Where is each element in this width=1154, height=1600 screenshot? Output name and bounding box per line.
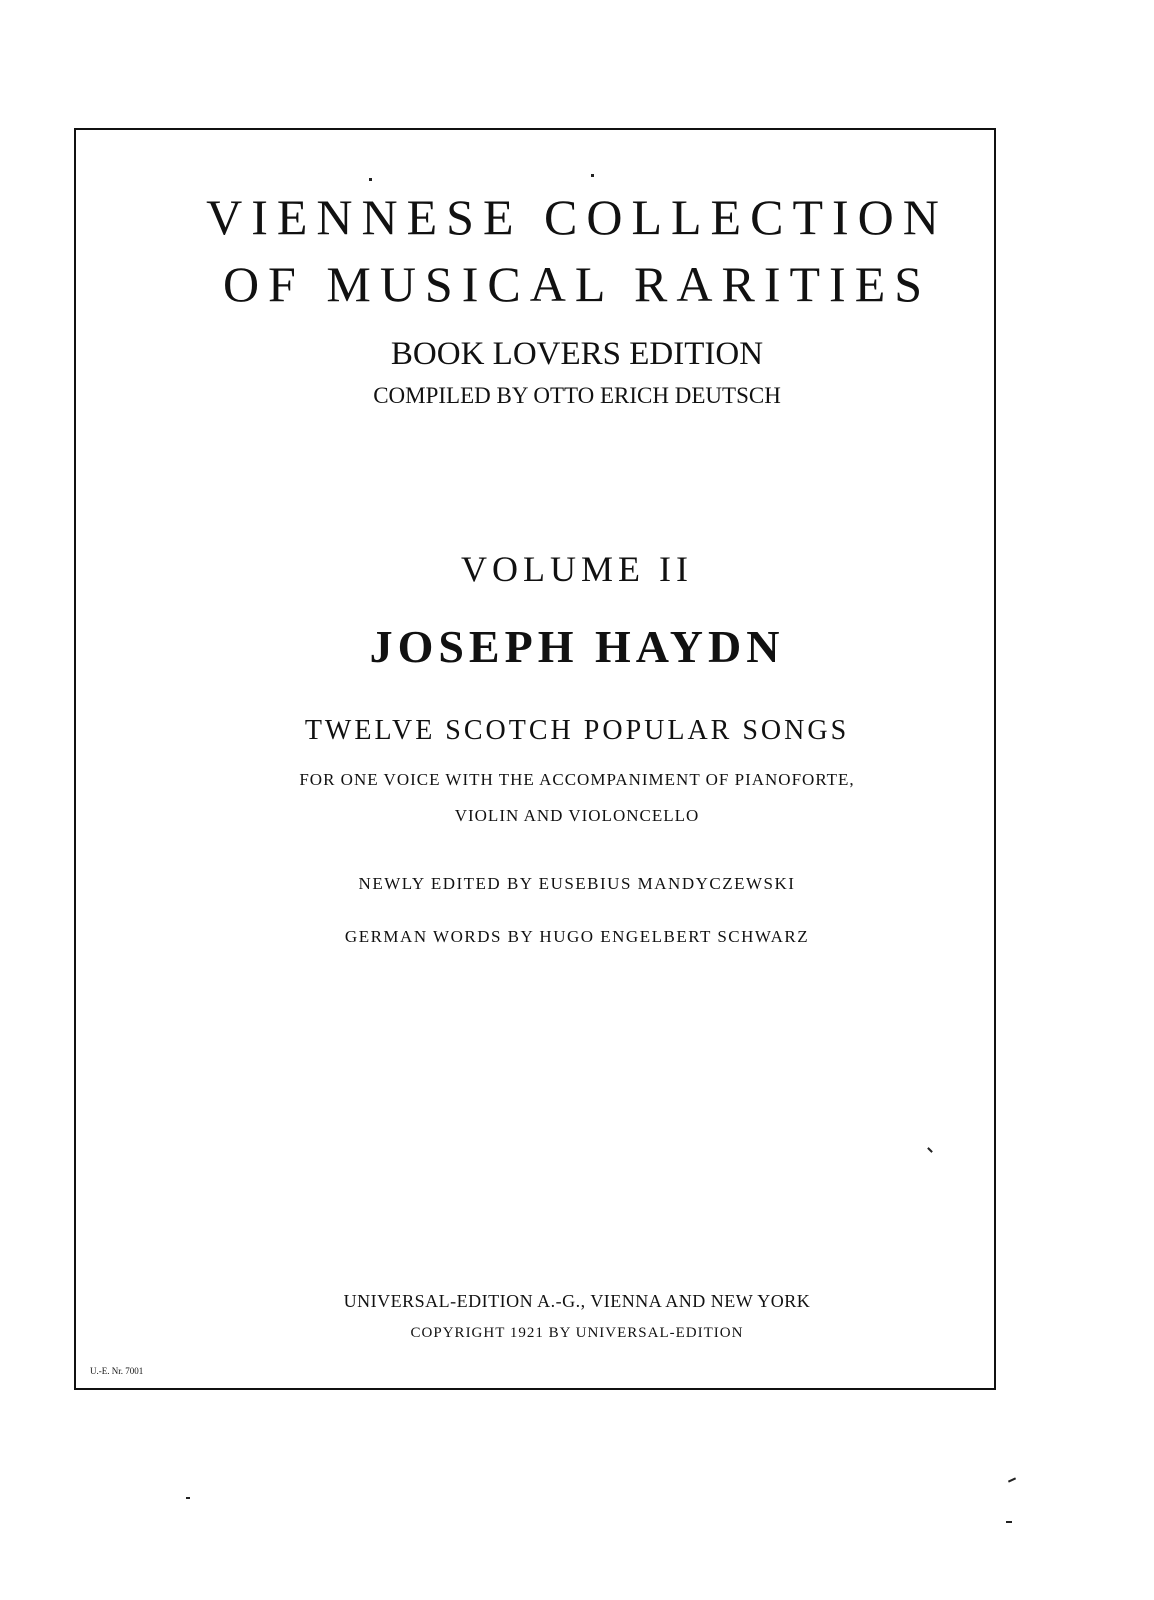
translator-credit: GERMAN WORDS BY HUGO ENGELBERT SCHWARZ: [344, 927, 810, 946]
scan-speck: [1008, 1477, 1016, 1482]
composer-name: JOSEPH HAYDN: [369, 621, 785, 672]
collection-title-line-2: OF MUSICAL RARITIES: [222, 256, 932, 312]
collection-title-line-1: VIENNESE COLLECTION: [206, 189, 948, 245]
editor-credit: NEWLY EDITED BY EUSEBIUS MANDYCZEWSKI: [358, 874, 796, 893]
title-page-border: [74, 128, 996, 1390]
volume-label: VOLUME II: [461, 549, 693, 589]
compiler-credit: COMPILED BY OTTO ERICH DEUTSCH: [373, 383, 781, 408]
edition-label: BOOK LOVERS EDITION: [390, 336, 764, 372]
scoring-line-1: FOR ONE VOICE WITH THE ACCOMPANIMENT OF PIANOFORTE,: [299, 770, 855, 789]
publisher-line: UNIVERSAL-EDITION A.-G., VIENNA AND NEW YORK: [343, 1291, 811, 1311]
scan-speck: [591, 174, 594, 177]
scan-speck: [1006, 1521, 1012, 1523]
work-title: TWELVE SCOTCH POPULAR SONGS: [304, 715, 850, 746]
scan-speck: [369, 178, 372, 181]
scan-speck: [186, 1497, 190, 1499]
scoring-line-2: VIOLIN AND VIOLONCELLO: [454, 806, 700, 825]
copyright-line: COPYRIGHT 1921 BY UNIVERSAL-EDITION: [410, 1325, 744, 1341]
catalog-number: U.-E. Nr. 7001: [90, 1366, 144, 1376]
